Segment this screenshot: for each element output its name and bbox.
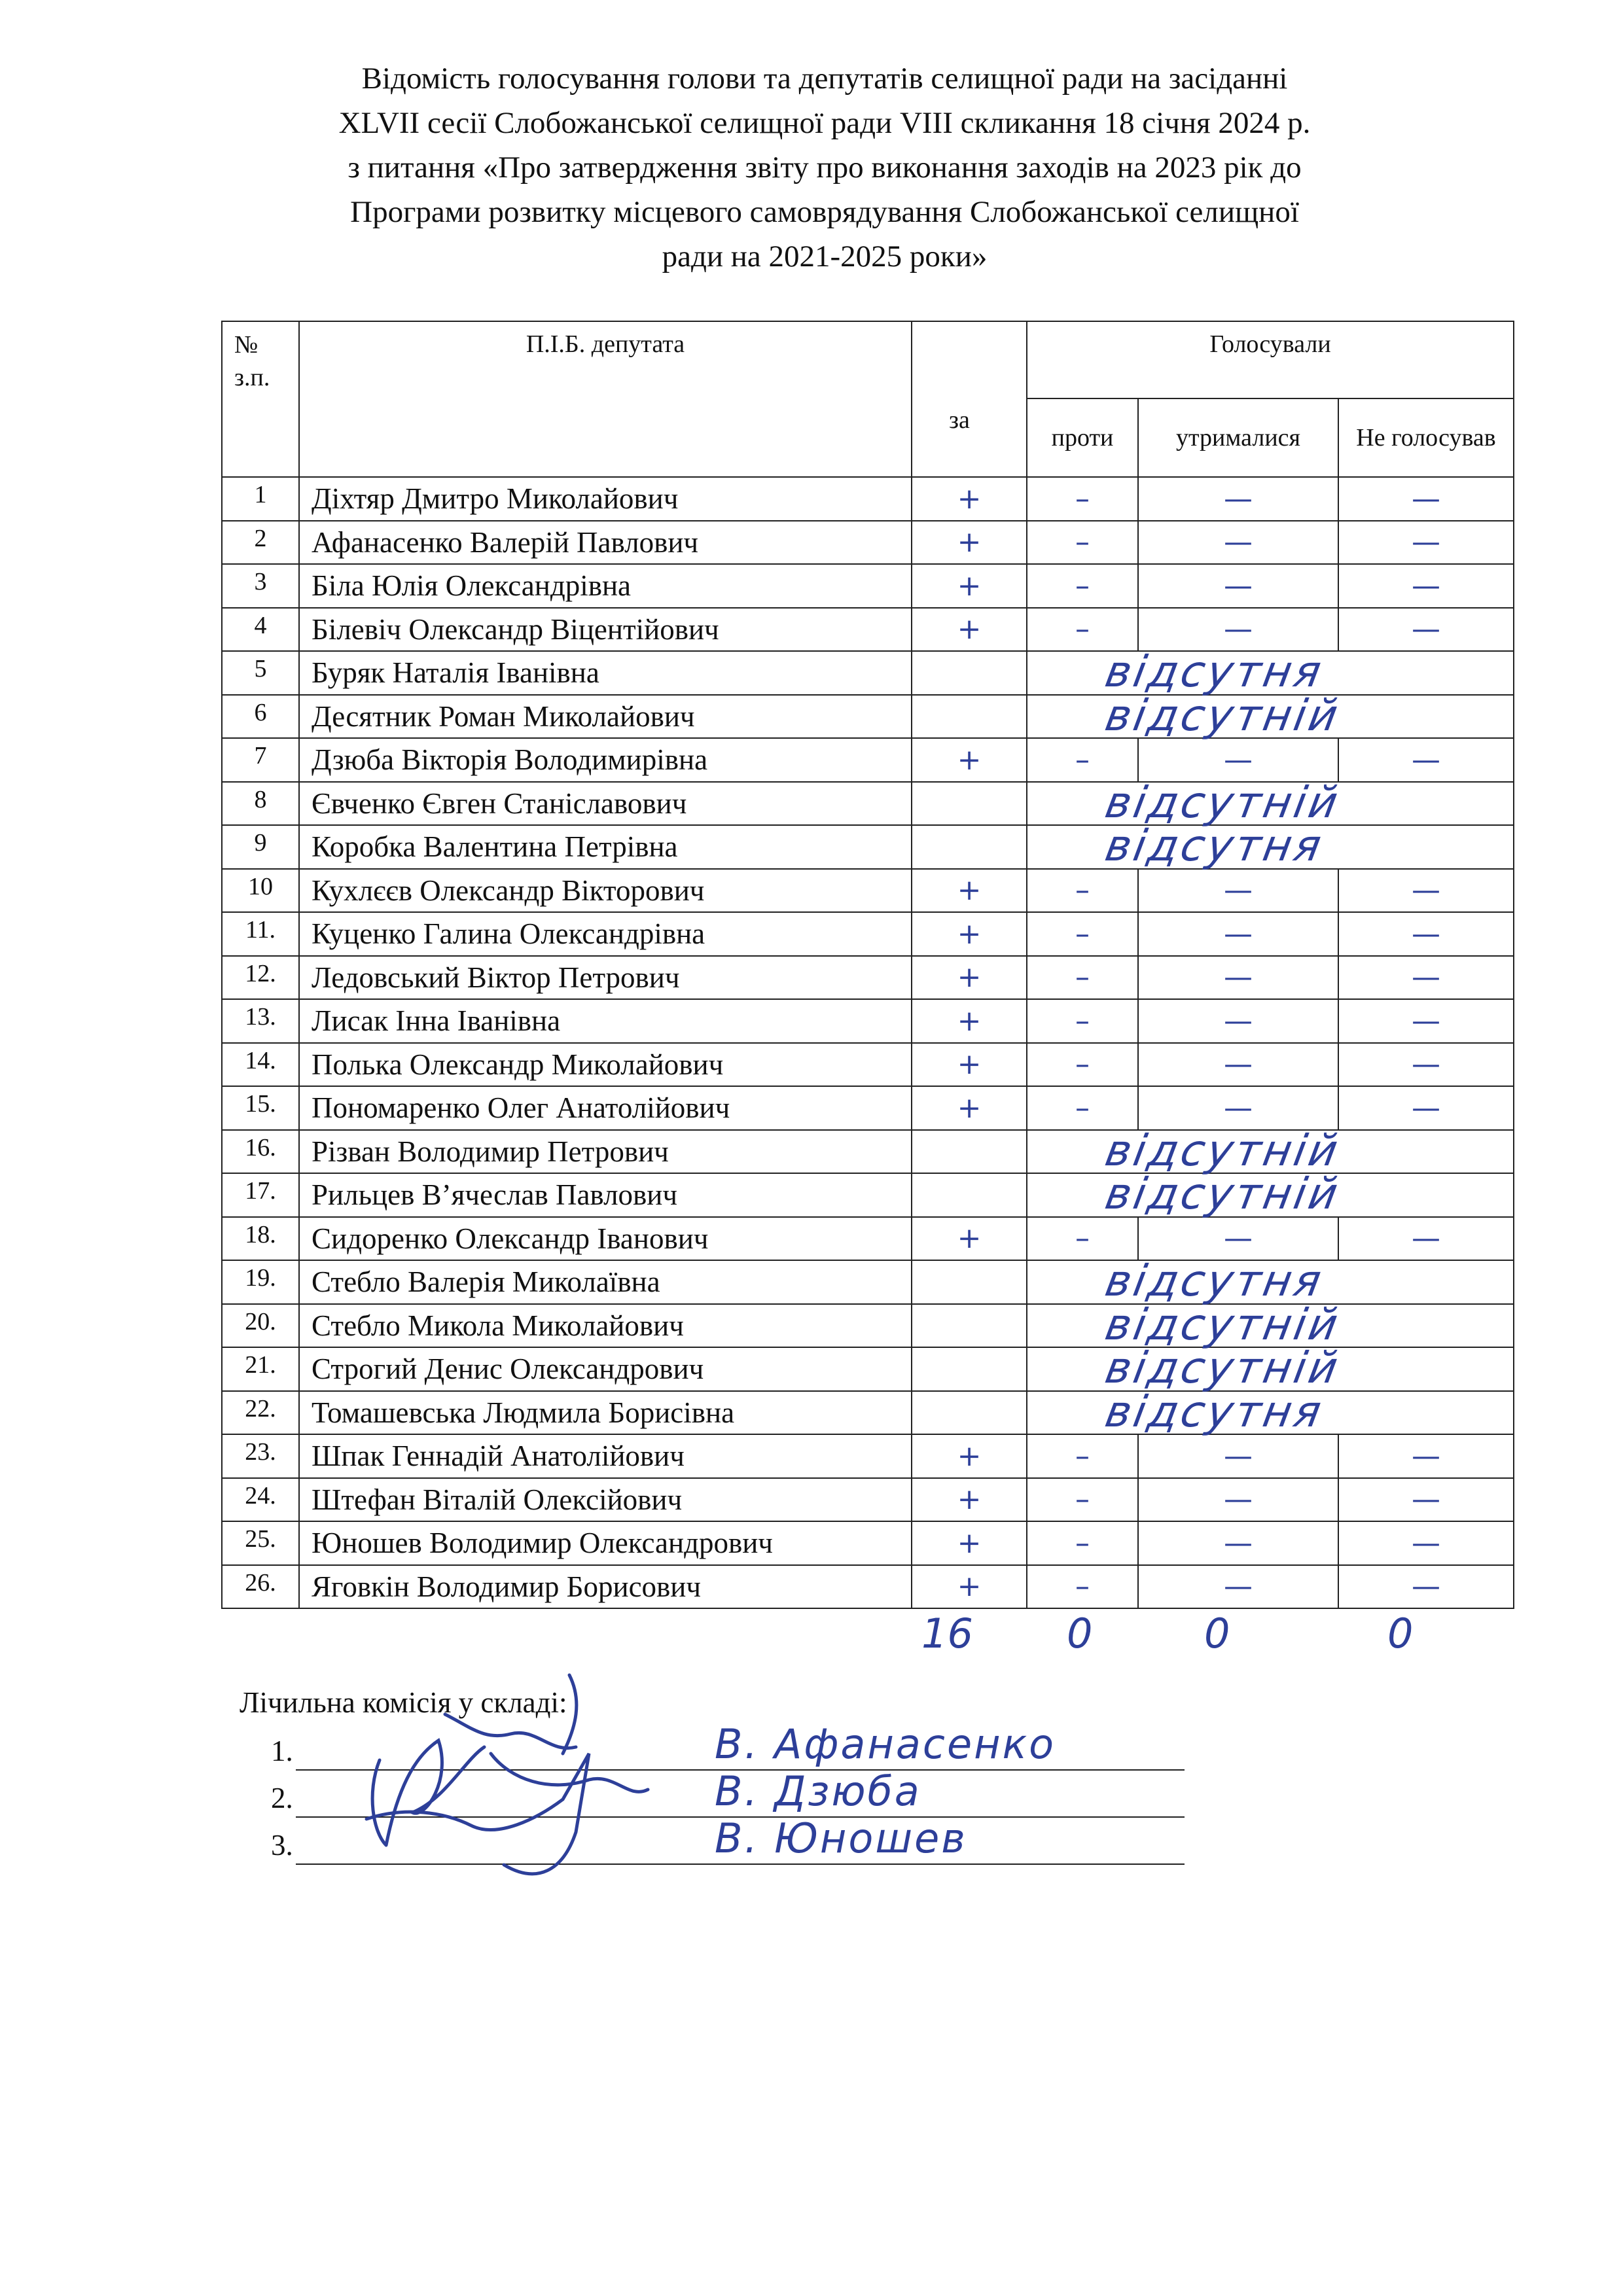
deputy-name: Шпак Геннадій Анатолійович (299, 1434, 912, 1478)
row-number: 1 (222, 477, 299, 521)
signature-3 (563, 1675, 577, 1754)
header-for: за (949, 406, 970, 434)
document-title (216, 56, 1433, 279)
table-row (222, 1434, 1514, 1478)
deputy-name: Дзюба Вікторія Володимирівна (299, 738, 912, 782)
vote-not-voted: — (1338, 1086, 1514, 1130)
row-number: 2 (222, 521, 299, 565)
table-row (222, 1086, 1514, 1130)
table-row (222, 521, 1514, 565)
vote-abstained: — (1138, 1086, 1338, 1130)
vote-against: – (1027, 1217, 1138, 1261)
total-for: 16 (921, 1610, 973, 1657)
absent-mark: відсутній (1101, 777, 1344, 828)
vote-abstained: — (1138, 1434, 1338, 1478)
row-number: 22. (222, 1391, 299, 1435)
deputy-name: Афанасенко Валерій Павлович (299, 521, 912, 565)
row-number: 23. (222, 1434, 299, 1478)
header-name: П.І.Б. депутата (299, 321, 912, 477)
table-row (222, 1217, 1514, 1261)
vote-not-voted: — (1338, 999, 1514, 1043)
absent-cell (1027, 646, 1514, 697)
header-blank (912, 321, 1027, 477)
vote-abstained: — (1138, 564, 1338, 608)
vote-abstained: — (1138, 1565, 1338, 1609)
signature-1 (445, 1714, 576, 1748)
vote-against: – (1027, 608, 1138, 652)
vote-against: – (1027, 564, 1138, 608)
vote-abstained: — (1138, 1478, 1338, 1522)
deputy-name: Коробка Валентина Петрівна (299, 825, 912, 869)
vote-not-voted: — (1338, 1565, 1514, 1609)
title-line: Відомість голосування голови та депутатів селищної ради на засіданні (361, 62, 1288, 96)
vote-against: – (1027, 477, 1138, 521)
vote-against: – (1027, 1521, 1138, 1565)
table-row (222, 1043, 1514, 1087)
vote-against: – (1027, 912, 1138, 956)
table-row (222, 1391, 1514, 1435)
vote-abstained: — (1138, 999, 1338, 1043)
vote-not-voted: — (1338, 1217, 1514, 1261)
vote-not-voted: — (1338, 956, 1514, 1000)
commission-num: 3. (271, 1829, 293, 1862)
vote-not-voted: — (1338, 608, 1514, 652)
vote-blank (912, 1304, 1027, 1348)
table-row (222, 564, 1514, 608)
absent-mark: відсутня (1101, 646, 1328, 697)
deputy-name: Десятник Роман Миколайович (299, 695, 912, 739)
deputy-name: Штефан Віталій Олексійович (299, 1478, 912, 1522)
deputy-name: Лисак Інна Іванівна (299, 999, 912, 1043)
vote-for: + (912, 738, 1027, 782)
deputy-name: Білевіч Олександр Віцентійович (299, 608, 912, 652)
vote-not-voted: — (1338, 1478, 1514, 1522)
table-row (222, 695, 1514, 739)
row-number: 4 (222, 608, 299, 652)
vote-against: – (1027, 956, 1138, 1000)
signature-scribbles (340, 1649, 707, 1898)
deputy-name: Буряк Наталія Іванівна (299, 651, 912, 695)
vote-abstained: — (1138, 869, 1338, 913)
row-number: 18. (222, 1217, 299, 1261)
vote-against: – (1027, 999, 1138, 1043)
deputy-name: Євченко Євген Станіславович (299, 782, 912, 826)
vote-not-voted: — (1338, 477, 1514, 521)
vote-for: + (912, 477, 1027, 521)
row-number: 13. (222, 999, 299, 1043)
absent-mark: відсутня (1101, 821, 1328, 871)
row-number: 24. (222, 1478, 299, 1522)
absent-cell (1027, 690, 1514, 741)
row-number: 21. (222, 1347, 299, 1391)
table-row (222, 1260, 1514, 1304)
table-row (222, 738, 1514, 782)
vote-abstained: — (1138, 1217, 1338, 1261)
absent-cell (1027, 1256, 1514, 1306)
vote-not-voted: — (1338, 564, 1514, 608)
title-line: Програми розвитку місцевого самоврядування Слобожанської селищної (350, 195, 1299, 229)
row-number: 9 (222, 825, 299, 869)
table-row (222, 1304, 1514, 1348)
vote-against: – (1027, 1434, 1138, 1478)
row-number: 3 (222, 564, 299, 608)
absent-mark: відсутня (1101, 1386, 1328, 1437)
total-not-voted: 0 (1387, 1610, 1414, 1657)
commission-label: Лічильна комісія у складі: (240, 1686, 567, 1719)
vote-blank (912, 1260, 1027, 1304)
vote-blank (912, 782, 1027, 826)
vote-abstained: — (1138, 738, 1338, 782)
deputy-name: Різван Володимир Петрович (299, 1130, 912, 1174)
vote-for: + (912, 912, 1027, 956)
row-number: 16. (222, 1130, 299, 1174)
vote-for: + (912, 564, 1027, 608)
vote-against: – (1027, 1565, 1138, 1609)
vote-blank (912, 1347, 1027, 1391)
header-voted: Голосували (1027, 321, 1514, 398)
table-row (222, 1130, 1514, 1174)
deputy-name: Сидоренко Олександр Іванович (299, 1217, 912, 1261)
deputy-name: Юношев Володимир Олександрович (299, 1521, 912, 1565)
absent-cell (1027, 1299, 1514, 1350)
vote-abstained: — (1138, 956, 1338, 1000)
row-number: 12. (222, 956, 299, 1000)
table-body (222, 477, 1514, 1608)
vote-for: + (912, 1434, 1027, 1478)
table-row (222, 1565, 1514, 1609)
vote-abstained: — (1138, 521, 1338, 565)
vote-not-voted: — (1338, 912, 1514, 956)
deputy-name: Ледовський Віктор Петрович (299, 956, 912, 1000)
absent-cell (1027, 1169, 1514, 1219)
vote-abstained: — (1138, 912, 1338, 956)
absent-cell (1027, 777, 1514, 828)
table-row (222, 1173, 1514, 1217)
deputy-name: Стебло Валерія Миколаївна (299, 1260, 912, 1304)
absent-mark: відсутній (1101, 1343, 1344, 1393)
deputy-name: Томашевська Людмила Борисівна (299, 1391, 912, 1435)
vote-abstained: — (1138, 608, 1338, 652)
vote-for: + (912, 608, 1027, 652)
vote-not-voted: — (1338, 869, 1514, 913)
absent-cell (1027, 1125, 1514, 1176)
row-number: 19. (222, 1260, 299, 1304)
vote-blank (912, 1173, 1027, 1217)
vote-abstained: — (1138, 477, 1338, 521)
vote-for: + (912, 956, 1027, 1000)
vote-not-voted: — (1338, 1043, 1514, 1087)
vote-against: – (1027, 1478, 1138, 1522)
row-number: 5 (222, 651, 299, 695)
vote-not-voted: — (1338, 738, 1514, 782)
deputy-name: Біла Юлія Олександрівна (299, 564, 912, 608)
deputy-name: Кухлєєв Олександр Вікторович (299, 869, 912, 913)
vote-abstained: — (1138, 1043, 1338, 1087)
vote-blank (912, 825, 1027, 869)
title-line: ради на 2021-2025 роки» (662, 239, 988, 274)
deputy-name: Пономаренко Олег Анатолійович (299, 1086, 912, 1130)
table-row (222, 956, 1514, 1000)
signature-3 (366, 1754, 589, 1874)
absent-mark: відсутній (1101, 1125, 1344, 1176)
vote-against: – (1027, 738, 1138, 782)
total-against: 0 (1067, 1610, 1093, 1657)
vote-against: – (1027, 521, 1138, 565)
row-number: 17. (222, 1173, 299, 1217)
vote-for: + (912, 999, 1027, 1043)
vote-for: + (912, 1086, 1027, 1130)
absent-cell (1027, 1343, 1514, 1393)
row-number: 26. (222, 1565, 299, 1609)
table-row (222, 1478, 1514, 1522)
absent-cell (1027, 1386, 1514, 1437)
commission-member-name: В. Афанасенко (715, 1720, 1056, 1768)
vote-for: + (912, 1478, 1027, 1522)
absent-mark: відсутній (1101, 1169, 1344, 1219)
absent-mark: відсутній (1101, 1299, 1344, 1350)
absent-mark: відсутній (1101, 690, 1344, 741)
commission-num: 2. (271, 1782, 293, 1814)
vote-for: + (912, 1217, 1027, 1261)
row-number: 14. (222, 1043, 299, 1087)
vote-for: + (912, 1565, 1027, 1609)
deputy-name: Стебло Микола Миколайович (299, 1304, 912, 1348)
absent-cell (1027, 821, 1514, 871)
vote-abstained: — (1138, 1521, 1338, 1565)
table-row (222, 782, 1514, 826)
deputy-name: Яговкін Володимир Борисович (299, 1565, 912, 1609)
title-line: з питання «Про затвердження звіту про виконання заходів на 2023 рік до (348, 150, 1302, 185)
row-number: 25. (222, 1521, 299, 1565)
vote-blank (912, 651, 1027, 695)
vote-not-voted: — (1338, 1521, 1514, 1565)
vote-against: – (1027, 869, 1138, 913)
row-number: 11. (222, 912, 299, 956)
vote-blank (912, 1130, 1027, 1174)
total-abstained: 0 (1204, 1610, 1230, 1657)
vote-not-voted: — (1338, 521, 1514, 565)
signature-1 (372, 1740, 484, 1845)
vote-for: + (912, 1521, 1027, 1565)
vote-for: + (912, 521, 1027, 565)
voting-table (221, 321, 1514, 1609)
table-row (222, 608, 1514, 652)
table-row (222, 825, 1514, 869)
row-number: 6 (222, 695, 299, 739)
vote-blank (912, 695, 1027, 739)
deputy-name: Полька Олександр Миколайович (299, 1043, 912, 1087)
deputy-name: Рильцев В’ячеслав Павлович (299, 1173, 912, 1217)
vote-for: + (912, 1043, 1027, 1087)
deputy-name: Куценко Галина Олександрівна (299, 912, 912, 956)
header-abstained: утрималися (1138, 398, 1338, 477)
commission-num: 1. (271, 1735, 293, 1767)
commission-member-name: В. Юношев (715, 1814, 967, 1862)
table-row (222, 651, 1514, 695)
row-number: 20. (222, 1304, 299, 1348)
vote-against: – (1027, 1043, 1138, 1087)
row-number: 10 (222, 869, 299, 913)
row-number: 7 (222, 738, 299, 782)
table-row (222, 869, 1514, 913)
table-row (222, 477, 1514, 521)
deputy-name: Строгий Денис Олександрович (299, 1347, 912, 1391)
vote-blank (912, 1391, 1027, 1435)
row-number: 8 (222, 782, 299, 826)
vote-not-voted: — (1338, 1434, 1514, 1478)
table-row (222, 912, 1514, 956)
table-row (222, 1521, 1514, 1565)
table-row (222, 999, 1514, 1043)
absent-mark: відсутня (1101, 1256, 1328, 1306)
vote-against: – (1027, 1086, 1138, 1130)
row-number: 15. (222, 1086, 299, 1130)
table-row (222, 1347, 1514, 1391)
deputy-name: Діхтяр Дмитро Миколайович (299, 477, 912, 521)
commission-member-name: В. Дзюба (715, 1767, 921, 1815)
vote-for: + (912, 869, 1027, 913)
header-num: № з.п. (222, 321, 299, 477)
header-not-voted: Не голосував (1338, 398, 1514, 477)
title-line: XLVII сесії Слобожанської селищної ради VIII скликання 18 січня 2024 р. (338, 106, 1311, 140)
header-against: проти (1027, 398, 1138, 477)
